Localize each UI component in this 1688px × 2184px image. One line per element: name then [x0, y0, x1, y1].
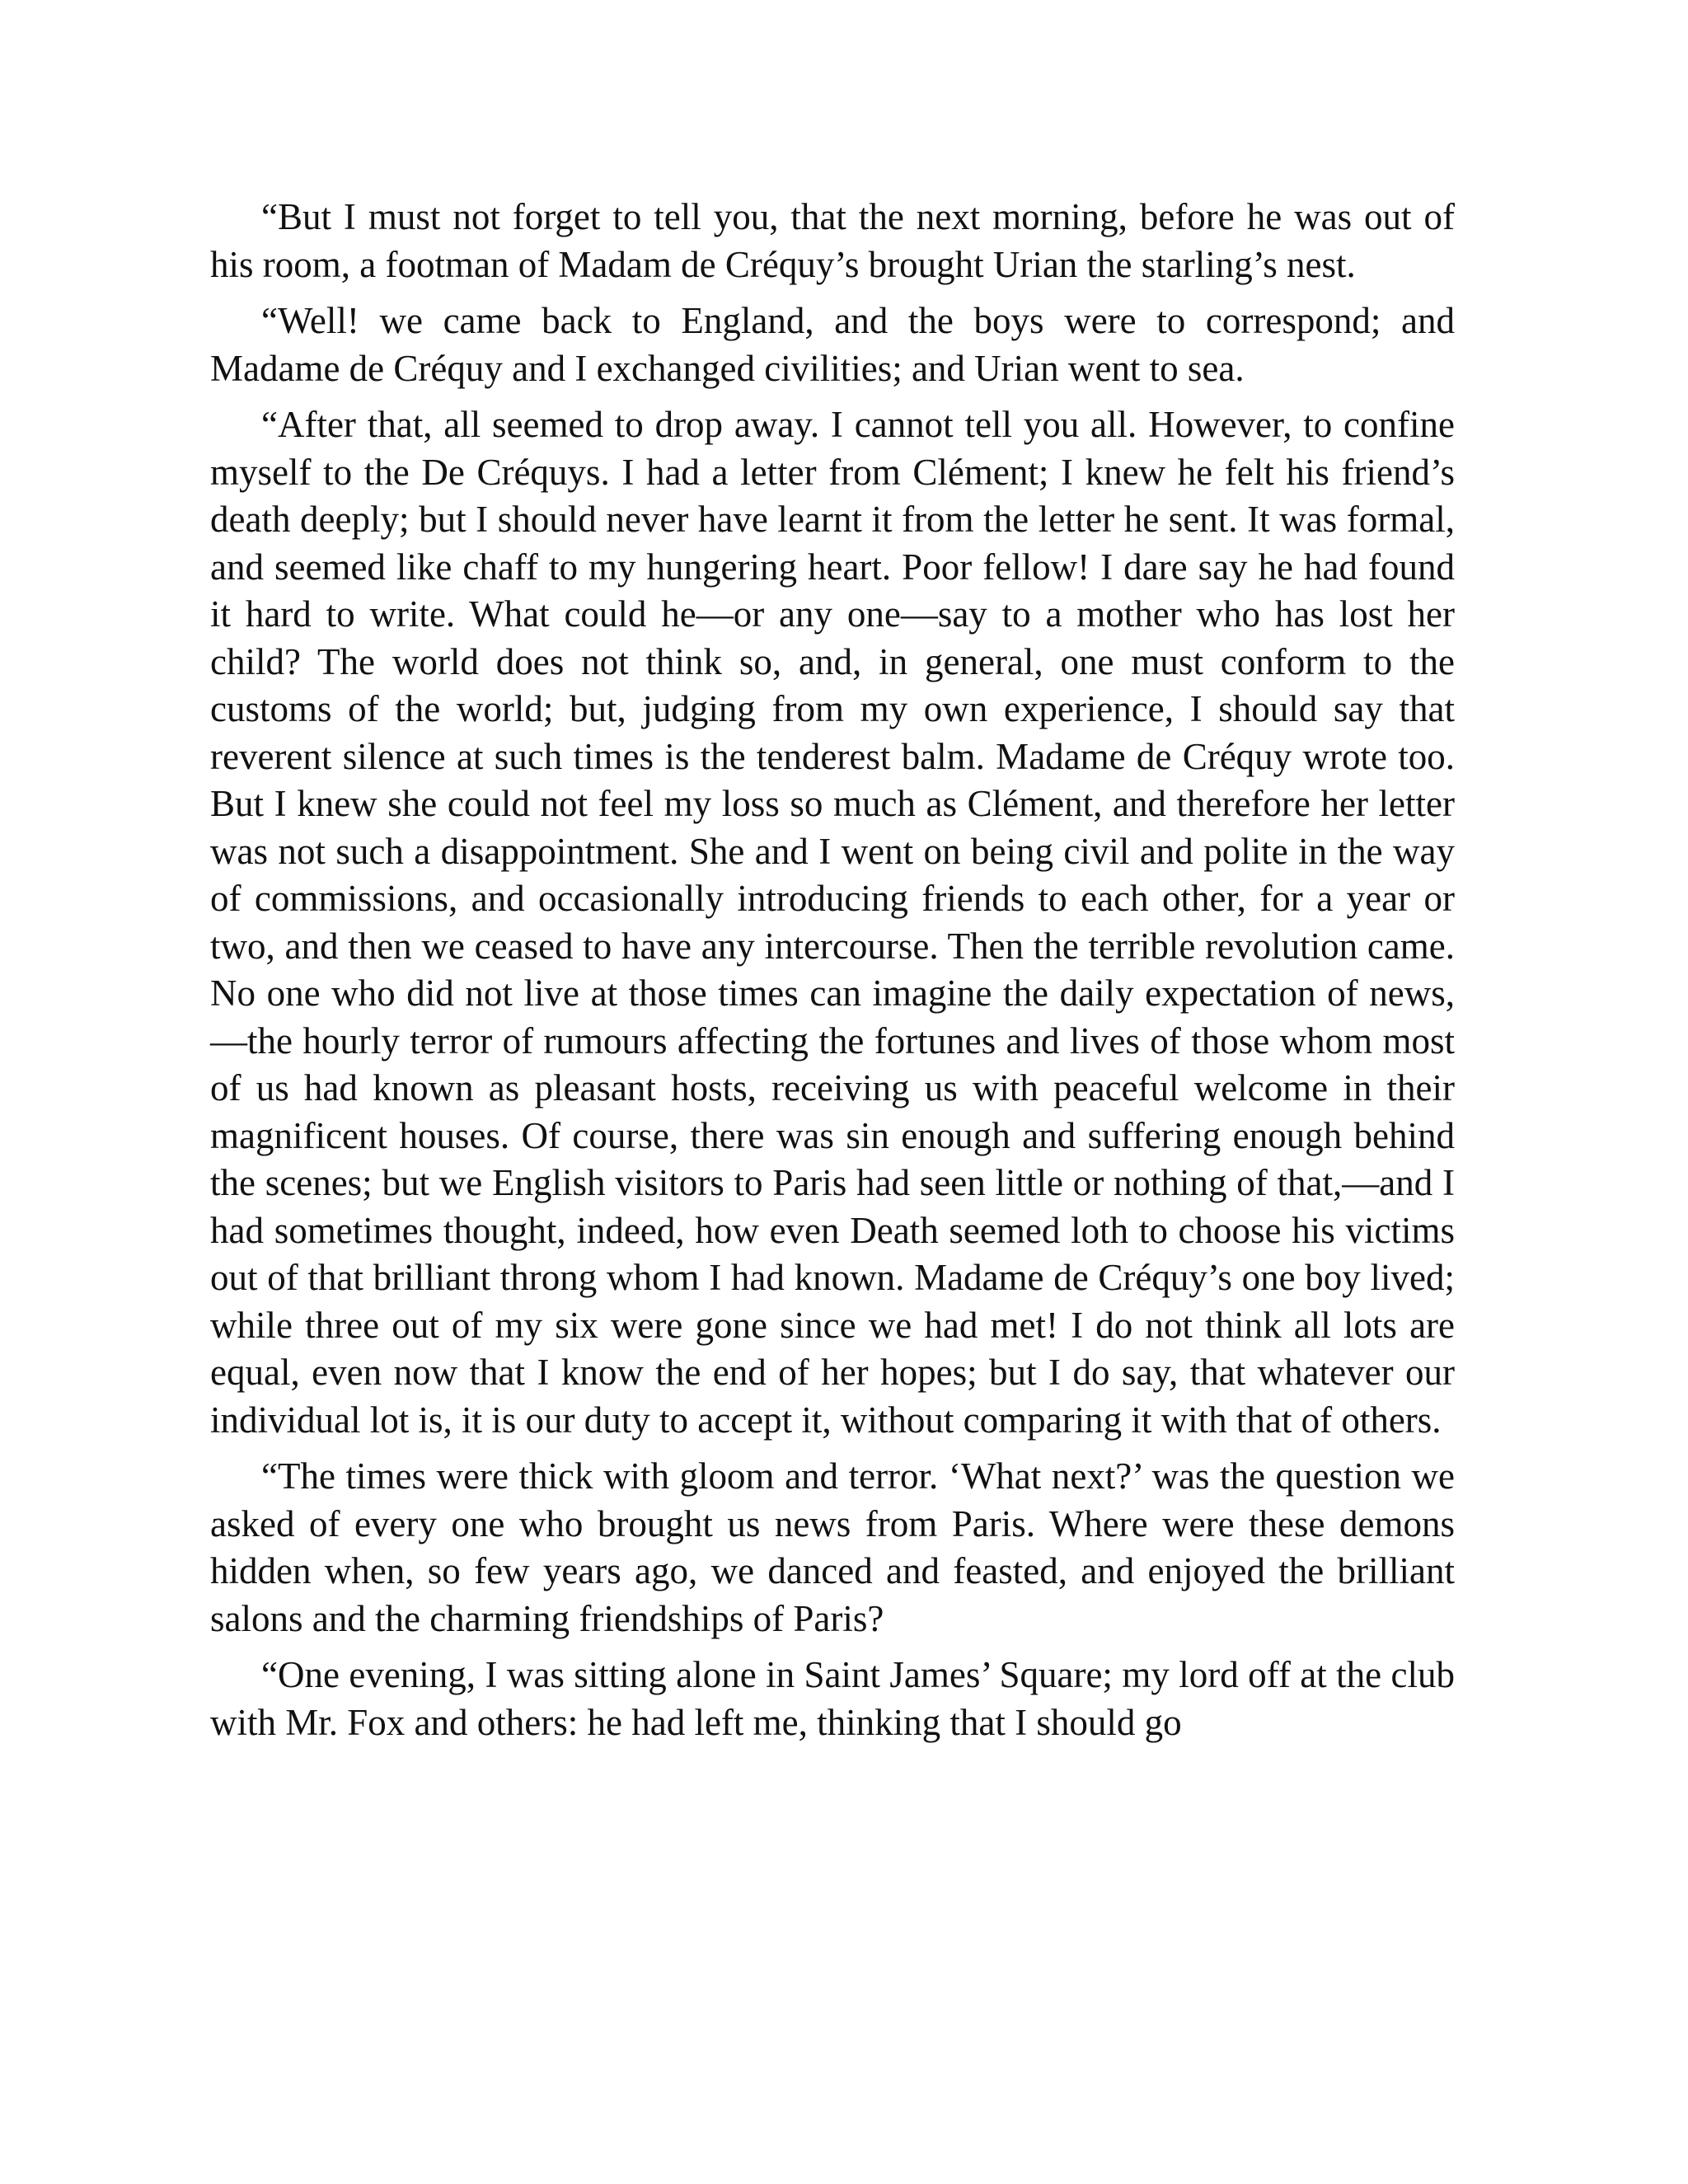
body-text	[210, 194, 1455, 1755]
paragraph-back-to-england: “Well! we came back to England, and the boys were to correspond; and Madame de Créquy and I exchanged civilities; and Urian went to sea.	[210, 300, 1455, 389]
paragraph-starling-nest: “But I must not forget to tell you, that the next morning, before he was out of his room, a footman of Madam de Créquy’s brought Urian the starling’s nest.	[210, 196, 1455, 285]
paragraph-gloom-and-terror: “The times were thick with gloom and terror. ‘What next?’ was the question we asked of every one who brought us news from Paris. Where were these demons hidden when, so few years ago, we danced and feasted, and enjoyed the brilliant salons and the charming friendships of Paris?	[210, 1455, 1455, 1639]
paragraph-after-that: “After that, all seemed to drop away. I cannot tell you all. However, to confine myself to the De Créquys. I had a letter from Clément; I knew he felt his friend’s death deeply; but I should never have learnt it from the letter he sent. It was formal, and seemed like chaff to my hungering heart. Poor fellow! I dare say he had found it hard to write. What could he—or any one—say to a mother who has lost her child? The world does not think so, and, in general, one must conform to the customs of the world; but, judging from my own experience, I should say that reverent silence at such times is the tenderest balm. Madame de Créquy wrote too. But I knew she could not feel my loss so much as Clément, and therefore her letter was not such a disappointment. She and I went on being civil and polite in the way of commissions, and occasionally introducing friends to each other, for a year or two, and then we ceased to have any intercourse. Then the terrible revolution came. No one who did not live at those times can imagine the daily expectation of news,—the hourly terror of rumours affecting the fortunes and lives of those whom most of us had known as pleasant hosts, receiving us with peaceful welcome in their magnificent houses. Of course, there was sin enough and suffering enough behind the scenes; but we English visitors to Paris had seen little or nothing of that,—and I had sometimes thought, indeed, how even Death seemed loth to choose his victims out of that brilliant throng whom I had known. Madame de Créquy’s one boy lived; while three out of my six were gone since we had met! I do not think all lots are equal, even now that I know the end of her hopes; but I do say, that whatever our individual lot is, it is our duty to accept it, without comparing it with that of others.	[210, 404, 1455, 1441]
paragraph-one-evening: “One evening, I was sitting alone in Saint James’ Square; my lord off at the club with Mr. Fox and others: he had left me, thinking that I should go	[210, 1654, 1455, 1743]
